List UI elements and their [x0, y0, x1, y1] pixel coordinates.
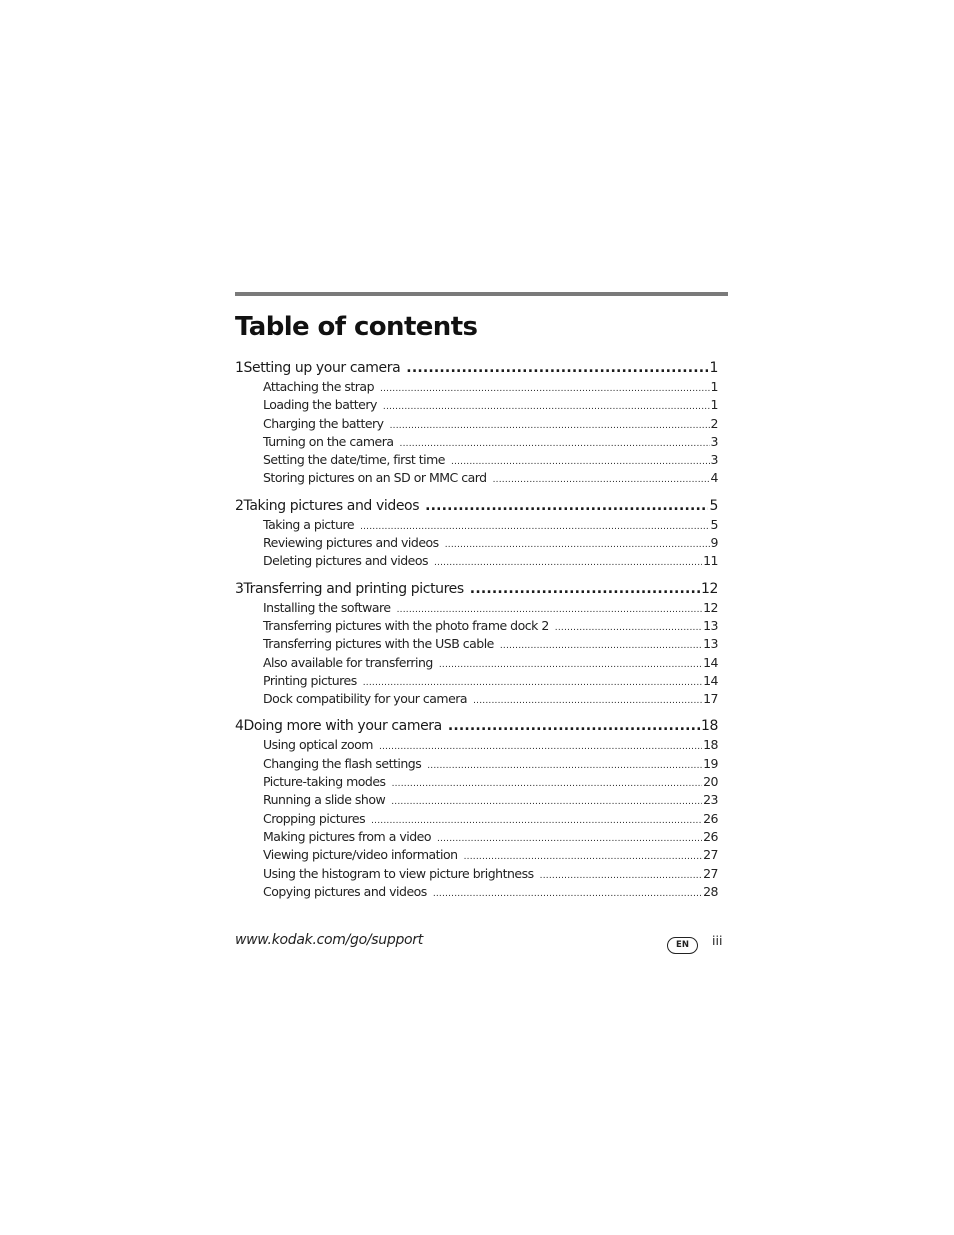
section-page-number: 11 [703, 553, 718, 569]
section-page-number: 28 [703, 883, 718, 899]
chapter-number: 2 [235, 497, 244, 514]
dot-leader [473, 690, 702, 710]
toc-section-entry[interactable] [263, 883, 718, 901]
toc-section-entry[interactable] [263, 635, 718, 653]
toc-chapter-heading[interactable] [235, 579, 718, 599]
toc-chapter-3 [235, 579, 718, 709]
section-page-number: 9 [710, 535, 718, 551]
dot-leader [380, 378, 710, 398]
section-page-number: 17 [703, 691, 718, 707]
toc-section-entry[interactable] [263, 791, 718, 809]
toc-chapter-heading[interactable] [235, 496, 718, 516]
section-title: Cropping pictures [263, 810, 366, 826]
dot-leader [439, 654, 702, 674]
section-title: Transferring pictures with the USB cable [263, 636, 494, 652]
toc-section-entry[interactable] [263, 552, 718, 570]
top-divider [235, 292, 728, 296]
section-title: Picture-taking modes [263, 774, 386, 790]
section-title: Also available for transferring [263, 654, 433, 670]
section-page-number: 23 [703, 792, 718, 808]
page-number: iii [712, 933, 723, 948]
section-title: Changing the flash settings [263, 755, 422, 771]
toc-chapter-heading[interactable] [235, 716, 718, 736]
section-page-number: 13 [703, 617, 718, 633]
section-title: Storing pictures on an SD or MMC card [263, 470, 487, 486]
chapter-number: 3 [235, 580, 244, 597]
table-of-contents [235, 358, 718, 909]
section-title: Transferring pictures with the photo frame dock 2 [263, 617, 549, 633]
dot-leader [437, 828, 702, 848]
toc-section-entry[interactable] [263, 654, 718, 672]
section-title: Turning on the camera [263, 433, 394, 449]
section-title: Loading the battery [263, 397, 377, 413]
chapter-page-number: 5 [709, 497, 718, 514]
dot-leader [470, 579, 700, 599]
dot-leader [445, 534, 710, 554]
language-badge: EN [667, 937, 698, 954]
section-page-number: 18 [703, 737, 718, 753]
dot-leader [383, 396, 710, 416]
toc-section-entry[interactable] [263, 865, 718, 883]
dot-leader [406, 358, 708, 378]
dot-leader [434, 552, 702, 572]
section-title: Copying pictures and videos [263, 883, 427, 899]
toc-section-entry[interactable] [263, 828, 718, 846]
chapter-page-number: 18 [700, 718, 718, 735]
toc-section-entry[interactable] [263, 690, 718, 708]
dot-leader [448, 716, 700, 736]
section-title: Making pictures from a video [263, 828, 431, 844]
section-page-number: 5 [710, 516, 718, 532]
section-title: Using optical zoom [263, 737, 373, 753]
section-page-number: 1 [710, 397, 718, 413]
section-page-number: 13 [703, 636, 718, 652]
chapter-page-number: 12 [700, 580, 718, 597]
toc-section-entry[interactable] [263, 846, 718, 864]
toc-section-entry[interactable] [263, 415, 718, 433]
toc-chapter-heading[interactable] [235, 358, 718, 378]
section-page-number: 1 [710, 379, 718, 394]
page-title: Table of contents [235, 312, 478, 342]
dot-leader [363, 672, 702, 692]
section-title: Reviewing pictures and videos [263, 535, 439, 551]
section-title: Using the histogram to view picture brightness [263, 865, 534, 881]
toc-section-entry[interactable] [263, 433, 718, 451]
chapter-title: Taking pictures and videos [243, 497, 420, 514]
section-page-number: 2 [710, 415, 718, 431]
section-title: Setting the date/time, first time [263, 452, 445, 468]
section-page-number: 27 [703, 865, 718, 881]
chapter-title: Doing more with your camera [243, 718, 442, 735]
toc-section-entry[interactable] [263, 810, 718, 828]
section-page-number: 19 [703, 755, 718, 771]
dot-leader [425, 496, 708, 516]
chapter-title: Setting up your camera [243, 360, 401, 376]
section-title: Taking a picture [263, 516, 355, 532]
toc-section-entry[interactable] [263, 534, 718, 552]
toc-section-entry[interactable] [263, 469, 718, 487]
toc-chapter-4 [235, 716, 718, 901]
dot-leader [433, 883, 702, 903]
chapter-number: 4 [235, 718, 244, 735]
section-page-number: 12 [703, 599, 718, 615]
section-title: Printing pictures [263, 672, 357, 688]
section-title: Charging the battery [263, 415, 384, 431]
dot-leader [390, 415, 710, 435]
toc-section-entry[interactable] [263, 396, 718, 414]
dot-leader [400, 433, 710, 453]
section-page-number: 14 [703, 654, 718, 670]
chapter-title: Transferring and printing pictures [243, 580, 464, 597]
dot-leader [360, 516, 709, 536]
dot-leader [427, 755, 702, 775]
section-title: Dock compatibility for your camera [263, 691, 468, 707]
section-title: Deleting pictures and videos [263, 553, 428, 569]
chapter-number: 1 [235, 360, 244, 376]
toc-chapter-2 [235, 496, 718, 571]
dot-leader [379, 736, 702, 756]
section-title: Attaching the strap [263, 379, 375, 394]
dot-leader [451, 451, 710, 471]
toc-section-entry[interactable] [263, 672, 718, 690]
section-page-number: 3 [710, 433, 718, 449]
dot-leader [555, 617, 702, 637]
chapter-page-number: 1 [709, 360, 718, 376]
dot-leader [540, 865, 702, 885]
toc-section-entry[interactable] [263, 736, 718, 754]
toc-section-entry[interactable] [263, 451, 718, 469]
document-page [235, 0, 728, 1235]
dot-leader [371, 810, 702, 830]
section-page-number: 26 [703, 810, 718, 826]
section-page-number: 14 [703, 672, 718, 688]
toc-section-entry[interactable] [263, 516, 718, 534]
toc-section-entry[interactable] [263, 599, 718, 617]
dot-leader [392, 773, 703, 793]
section-page-number: 20 [703, 774, 718, 790]
toc-chapter-1 [235, 358, 718, 488]
toc-section-entry[interactable] [263, 378, 718, 396]
toc-section-entry[interactable] [263, 773, 718, 791]
dot-leader [493, 469, 710, 489]
section-title: Installing the software [263, 599, 391, 615]
section-page-number: 3 [710, 452, 718, 468]
toc-section-entry[interactable] [263, 755, 718, 773]
dot-leader [500, 635, 702, 655]
section-title: Viewing picture/video information [263, 847, 458, 863]
section-title: Running a slide show [263, 792, 386, 808]
section-page-number: 27 [703, 847, 718, 863]
dot-leader [464, 846, 702, 866]
toc-section-entry[interactable] [263, 617, 718, 635]
dot-leader [391, 791, 702, 811]
section-page-number: 4 [710, 470, 718, 486]
section-page-number: 26 [703, 828, 718, 844]
support-url-link[interactable]: www.kodak.com/go/support [235, 932, 423, 948]
dot-leader [397, 599, 702, 619]
